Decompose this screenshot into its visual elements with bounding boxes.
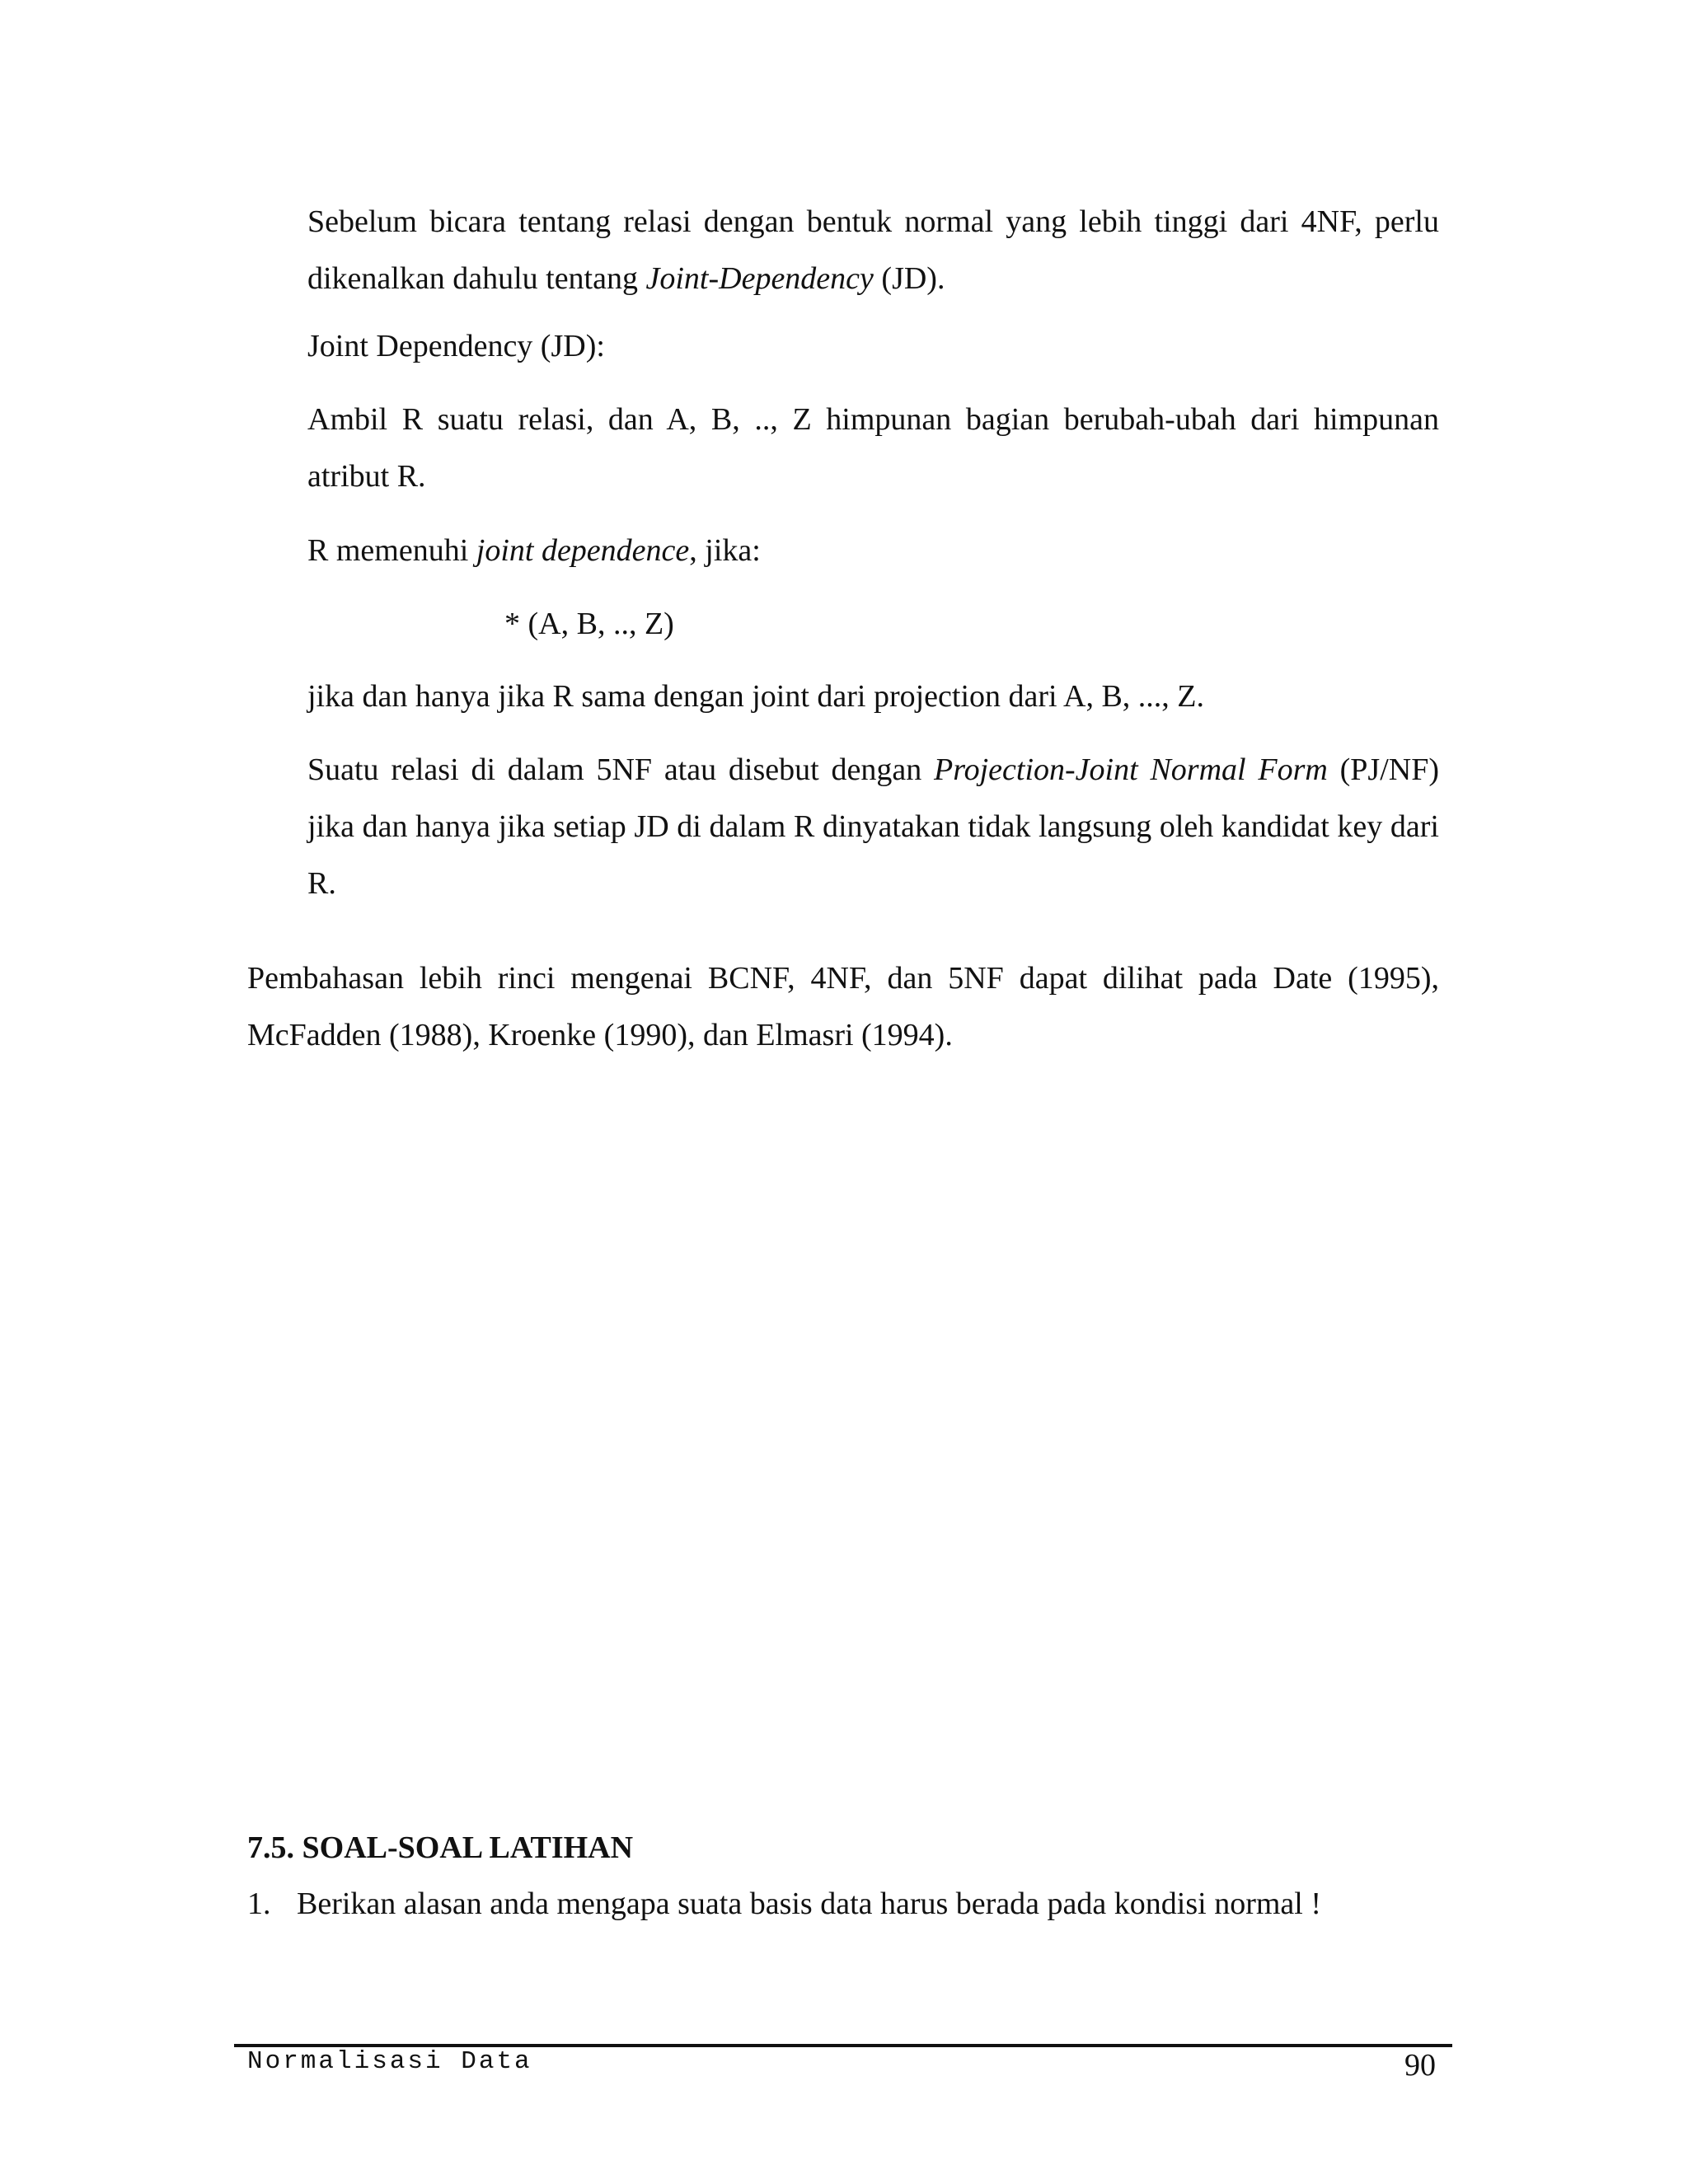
intro-text-b: (JD).	[873, 261, 945, 296]
list-item-number: 1.	[247, 1886, 271, 1921]
jd-formula: * (A, B, .., Z)	[504, 607, 674, 641]
5nf-paragraph	[307, 742, 1439, 912]
jd-text-a: R memenuhi	[307, 533, 476, 568]
jd-italic-term: joint dependence	[476, 533, 690, 568]
intro-paragraph	[307, 194, 1439, 307]
jd-text-b: , jika:	[689, 533, 761, 568]
page-number: 90	[1404, 2048, 1436, 2083]
section-heading: 7.5. SOAL-SOAL LATIHAN	[247, 1830, 634, 1865]
list-item-text: Berikan alasan anda mengapa suata basis data harus berada pada kondisi normal !	[297, 1886, 1321, 1921]
list-item	[247, 1883, 1439, 1924]
5nf-text-a: Suatu relasi di dalam 5NF atau disebut dengan	[307, 752, 935, 787]
footer-title: Normalisasi Data	[247, 2047, 532, 2076]
projection-paragraph: jika dan hanya jika R sama dengan joint dari projection dari A, B, ..., Z.	[307, 679, 1205, 714]
jd-definition-paragraph: Ambil R suatu relasi, dan A, B, .., Z himpunan bagian berubah-ubah dari himpunan atribut R.	[307, 402, 1439, 494]
exercise-list	[247, 1883, 1439, 1924]
5nf-italic-term: Projection-Joint Normal Form	[934, 752, 1328, 787]
intro-italic-term: Joint-Dependency	[645, 261, 874, 296]
jd-label: Joint Dependency (JD):	[307, 329, 605, 363]
5nf-text-b: (PJ/NF) jika dan hanya jika setiap JD di dalam R dinyatakan tidak langsung oleh kandidat key dari R.	[307, 752, 1439, 901]
references-paragraph: Pembahasan lebih rinci mengenai BCNF, 4NF, dan 5NF dapat dilihat pada Date (1995), McFadden (1988), Kroenke (1990), dan Elmasri (1994).	[247, 961, 1439, 1052]
intro-text-a: Sebelum bicara tentang relasi dengan bentuk normal yang lebih tinggi dari 4NF, perlu dikenalkan dahulu tentang	[307, 204, 1439, 296]
joint-dependence-paragraph	[307, 523, 1439, 579]
